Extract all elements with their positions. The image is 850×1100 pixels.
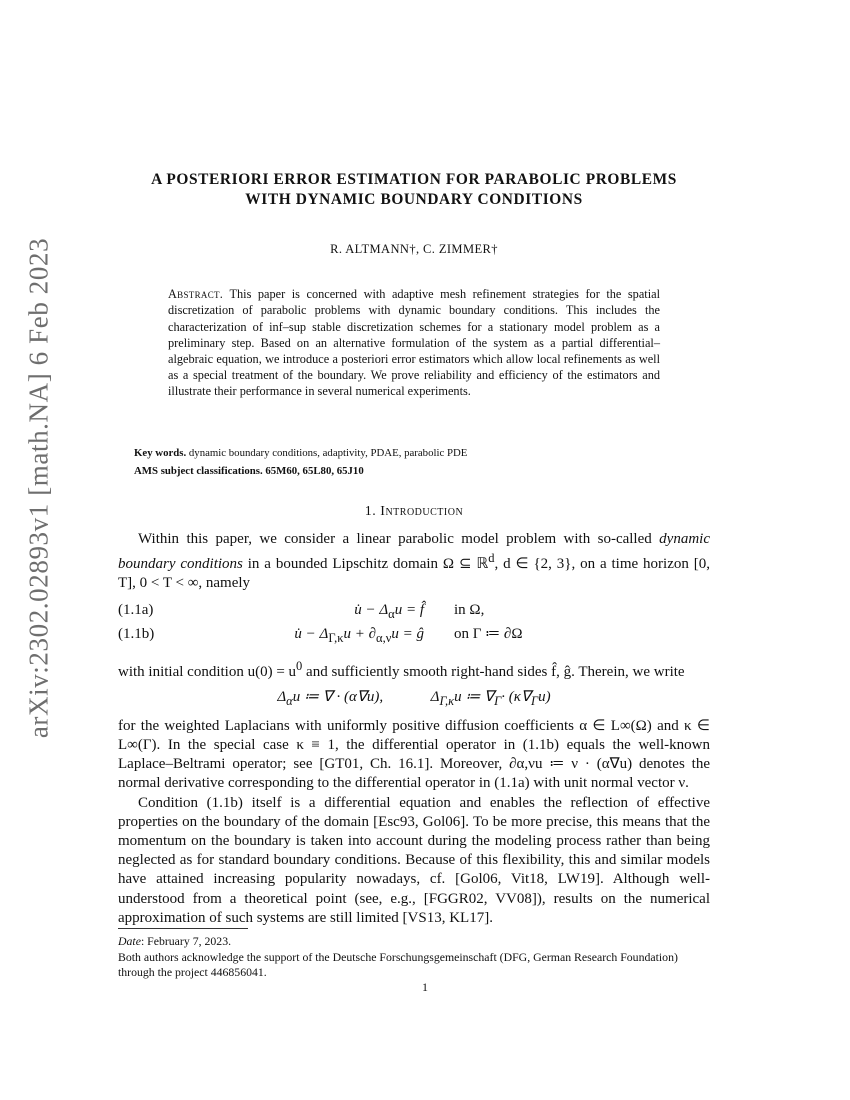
laplacian-definitions (118, 688, 710, 711)
keywords-block (134, 444, 710, 480)
eq1-sub: α (388, 607, 395, 622)
disp-rhs-sub-3: Γ (531, 693, 539, 708)
eq2-end: u = ĝ (391, 626, 424, 643)
eq2-rhs: on Γ ≔ ∂Ω (454, 626, 523, 643)
key-words (134, 444, 710, 462)
disp-rhs-d: u) (538, 688, 551, 705)
authors: R. ALTMANN†, C. ZIMMER† (330, 242, 498, 256)
section-heading (118, 502, 710, 521)
disp-rhs-a: Δ (430, 688, 440, 705)
arxiv-identifier: arXiv:2302.02893v1 [math.NA] 6 Feb 2023 (23, 237, 54, 739)
date-label: Date (118, 934, 141, 948)
paragraph-1 (118, 530, 710, 594)
eq2-sub: Γ,κ (328, 631, 344, 646)
footnote-support: Both authors acknowledge the support of the Deutsche Forschungsgemeinschaft (DFG, German Research Foundation) through the project 446856041. (118, 949, 678, 979)
p1-text-a: Within this paper, we consider a linear parabolic model problem with so-called (138, 530, 652, 547)
paper-title (118, 170, 710, 210)
date-value: : February 7, 2023. (140, 934, 232, 948)
title-line-1: A POSTERIORI ERROR ESTIMATION FOR PARABOLIC PROBLEMS (151, 171, 677, 188)
paper-page (118, 170, 710, 928)
disp-rhs-c: · (κ∇ (501, 688, 532, 705)
equation-body-1-1b (118, 625, 710, 648)
abstract-heading: Abstract. (168, 287, 224, 302)
eq2-lhs (244, 625, 424, 648)
eq1-lhs (244, 601, 424, 624)
key-words-label: Key words. (134, 446, 187, 459)
disp-lhs-sub: α (286, 693, 293, 708)
disp-lhs-b: u ≔ ∇ · (α∇u), (292, 688, 384, 705)
introduction-body (118, 530, 710, 928)
page-number: 1 (422, 980, 428, 994)
equation-1-1a (118, 599, 710, 623)
key-words-text: dynamic boundary conditions, adaptivity, PDAE, parabolic PDE (188, 446, 468, 459)
ams-label: AMS subject classifications. (134, 464, 263, 477)
footnote-date (118, 934, 710, 950)
eq2-sub-2: α,ν (376, 631, 392, 646)
p2-superscript: 0 (296, 659, 303, 674)
title-line-2: WITH DYNAMIC BOUNDARY CONDITIONS (245, 191, 583, 208)
ams-classifications (134, 462, 710, 480)
section-title: Introduction (380, 503, 464, 519)
disp-lhs-a: Δ (277, 688, 287, 705)
abstract (168, 286, 660, 399)
footnotes (118, 934, 710, 981)
paragraph-2 (118, 657, 710, 682)
p1-text-b: in a bounded Lipschitz domain Ω ⊆ ℝ (247, 556, 489, 573)
equation-1-1b (118, 623, 710, 647)
section-number: 1. (364, 503, 377, 519)
equation-label-1-1a: (1.1a) (118, 602, 154, 619)
ams-codes: 65M60, 65L80, 65J10 (265, 464, 364, 477)
eq2-lhs-text: u̇ − Δ (294, 626, 329, 643)
arxiv-sidebar (14, 237, 64, 739)
disp-rhs-b: u ≔ ∇ (454, 688, 495, 705)
abstract-text: This paper is concerned with adaptive mesh refinement strategies for the spatial discretization of parabolic problems with dynamic boundary conditions. This includes the characterization of inf–sup stable discretization schemes for a stationary model problem as a preliminary step. Based on an alternative formulation of the system as a partial differential–algebraic equation, we introduce a posteriori error estimators which allow local refinements as well as a special treatment of the boundary. We prove reliability and efficiency of the estimators and illustrate their performance in several numerical experiments. (168, 287, 660, 399)
eq1-lhs-text-2: u = f̂ (394, 602, 424, 619)
footnote-rule (118, 928, 248, 929)
p1-text-c: , d ∈ {2, 3}, on a time horizon [0, T], 0 < T < ∞, namely (118, 556, 710, 592)
paragraph-4: Condition (1.1b) itself is a differential equation and enables the reflection of effective properties on the boundary of the domain [Esc93, Gol06]. To be more precise, this means that the momentum on the boundary is taken into account during the modeling process rather than being neglected as for standard boundary conditions. Because of this flexibility, this and similar models have attained increasing popularity nowadays, cf. [Gol06, Vit18, LW19]. Although well-understood from a theoretical point (see, e.g., [FGGR02, VV08]), results on the numerical approximation of such systems are still limited [VS13, KL17]. (118, 794, 710, 926)
eq1-lhs-text: u̇ − Δ (354, 602, 389, 619)
p2-text-a: with initial condition u(0) = u (118, 664, 297, 681)
paragraph-3: for the weighted Laplacians with uniformly positive diffusion coefficients α ∈ L∞(Ω) and κ ∈ L∞(Γ). In the special case κ ≡ 1, the differential operator in (1.1b) equals the well-known Laplace–Beltrami operator; see [GT01, Ch. 16.1]. Moreover, ∂α,νu ≔ ν · (α∇u) denotes the normal derivative corresponding to the differential operator in (1.1a) with unit normal vector ν. (118, 717, 710, 792)
disp-rhs-sub: Γ,κ (439, 693, 455, 708)
equation-system (118, 599, 710, 647)
p1-emphasis: dynamic boundary conditions (118, 530, 710, 573)
disp-rhs-sub-2: Γ (494, 693, 502, 708)
equation-label-1-1b: (1.1b) (118, 626, 155, 643)
eq1-rhs: in Ω, (454, 602, 485, 619)
p1-superscript: d (488, 551, 495, 566)
eq2-mid: u + ∂ (343, 626, 377, 643)
p2-text-b: and sufficiently smooth right-hand sides f̂, ĝ. Therein, we write (306, 664, 685, 681)
equation-body-1-1a (118, 601, 710, 624)
